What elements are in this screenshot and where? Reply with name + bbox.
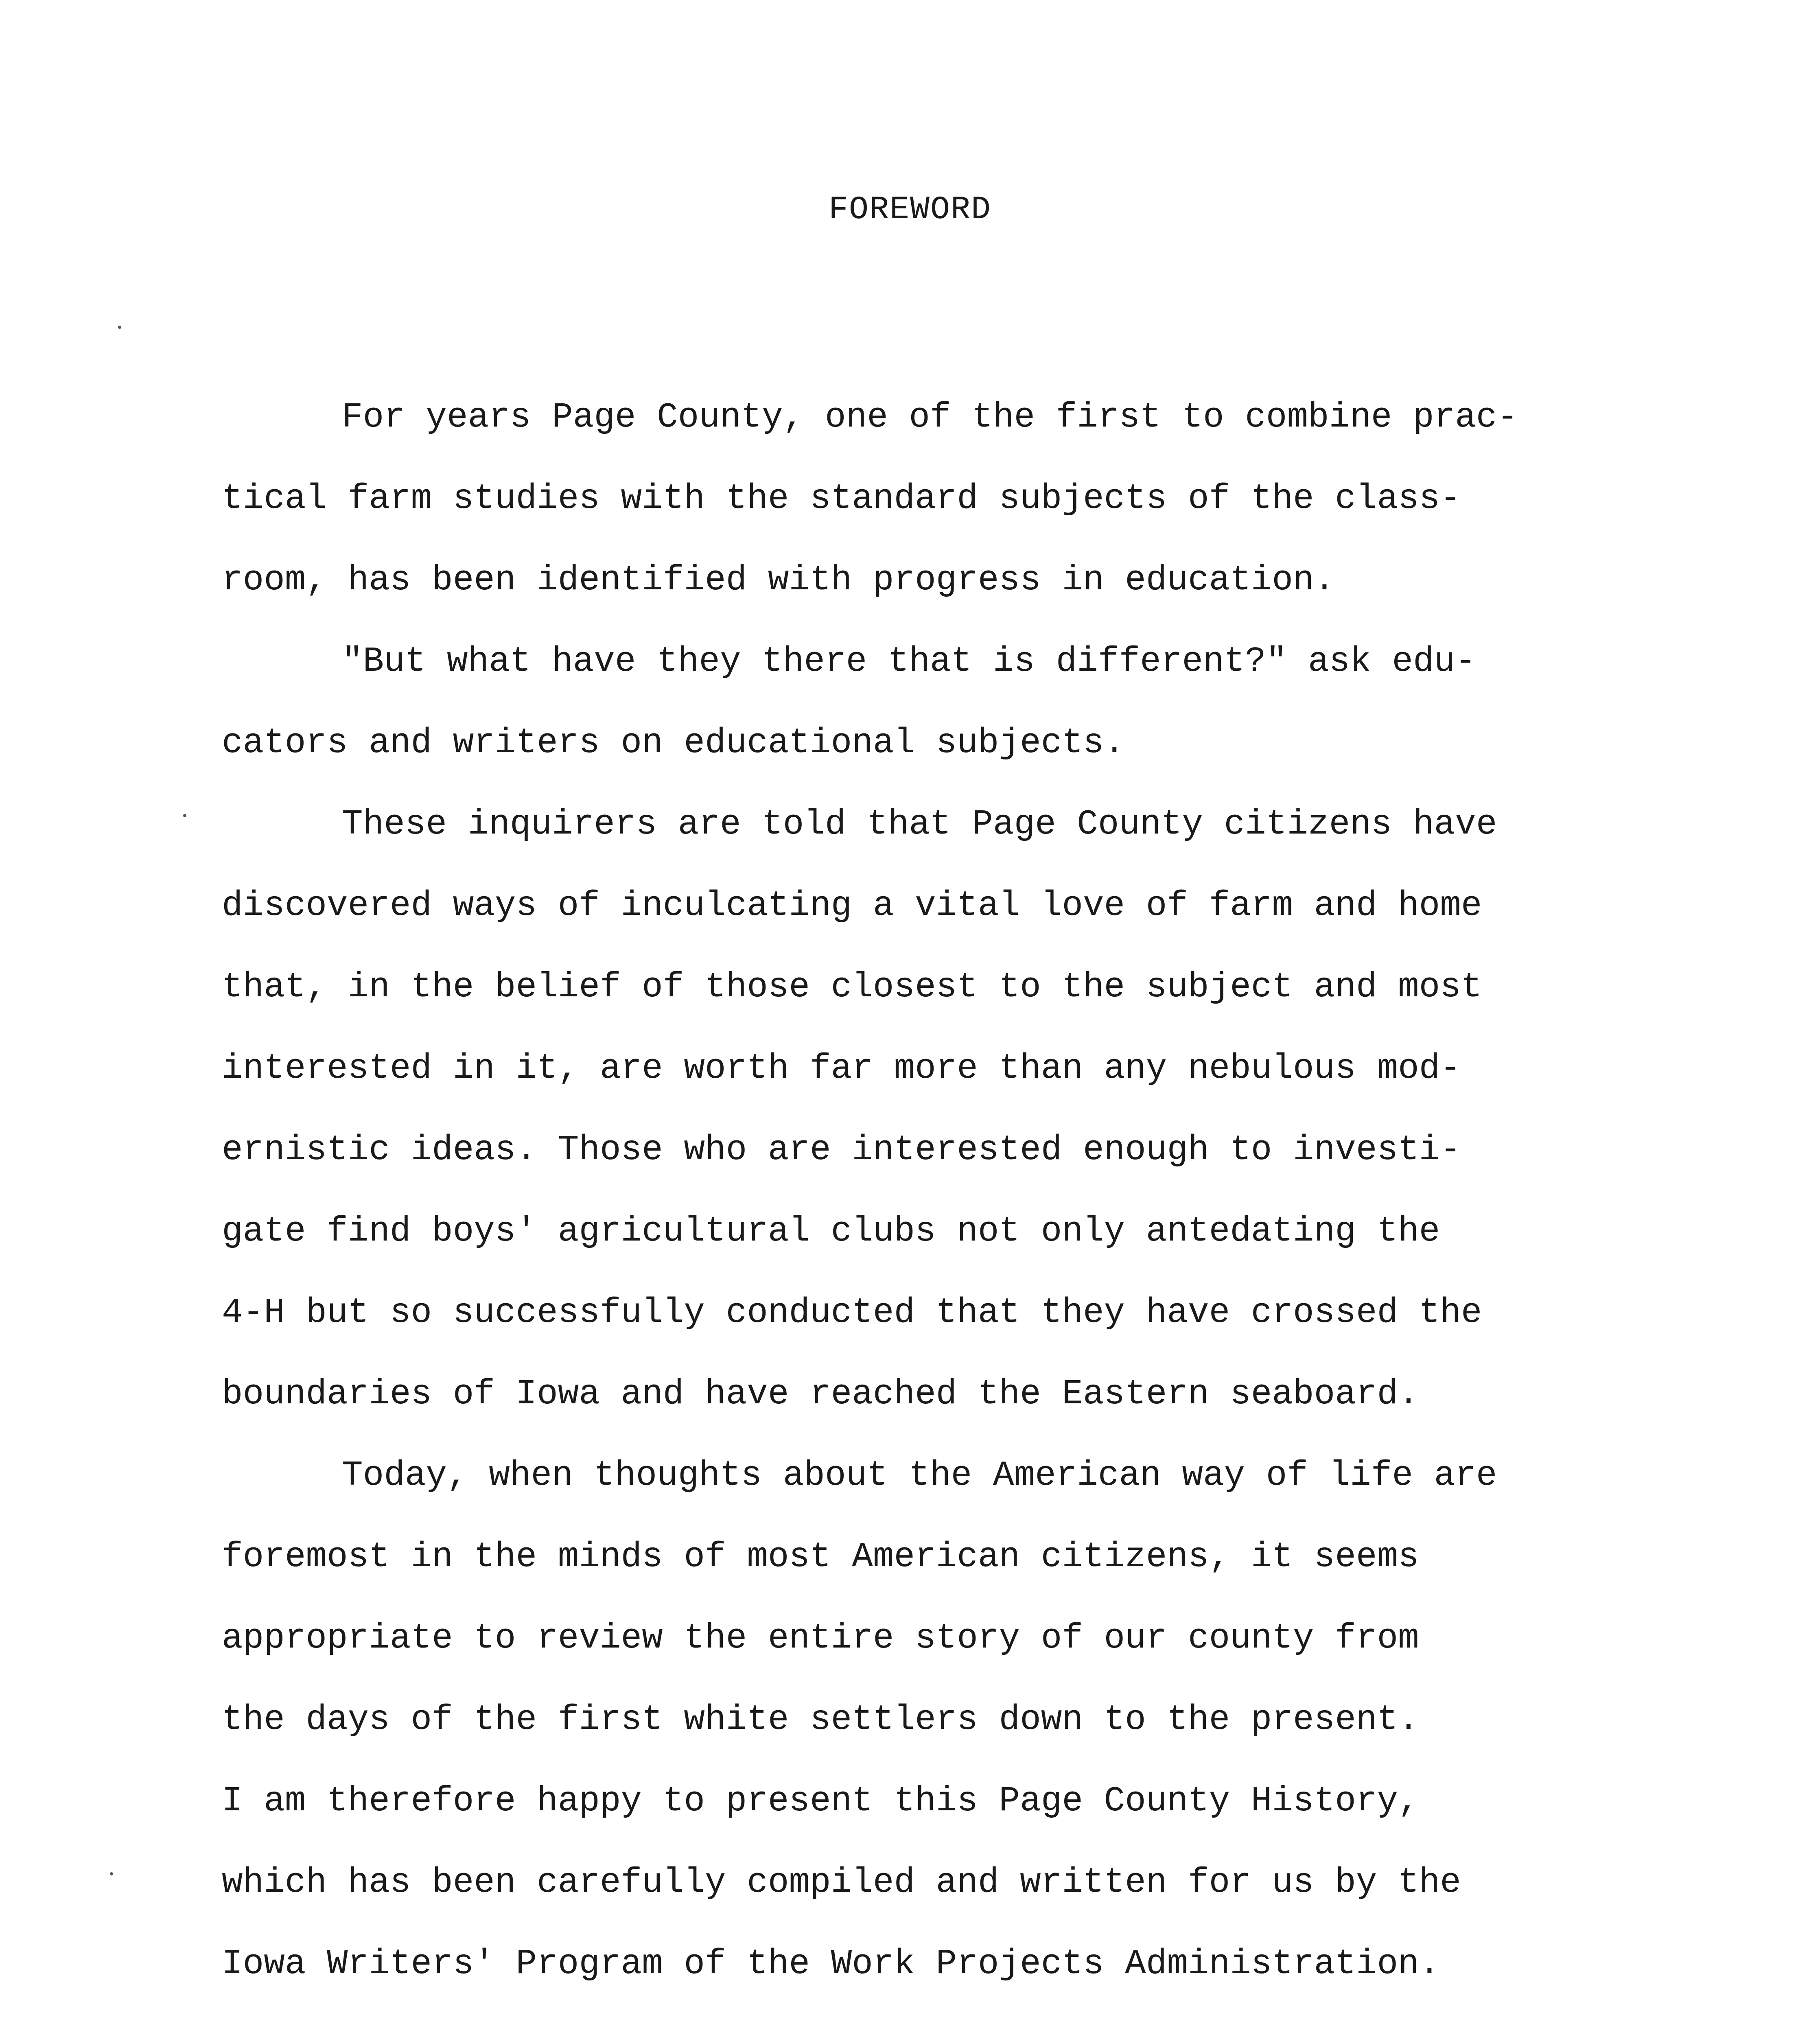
text-line: discovered ways of inculcating a vital love of farm and home bbox=[222, 886, 1482, 926]
text-line: "But what have they there that is different?" ask edu- bbox=[342, 641, 1476, 681]
text-line: foremost in the minds of most American citizens, it seems bbox=[222, 1537, 1419, 1577]
text-line: Today, when thoughts about the American way of life are bbox=[342, 1455, 1497, 1495]
text-line: Iowa Writers' Program of the Work Projects Administration. bbox=[222, 1944, 1440, 1984]
text-line: 4-H but so successfully conducted that they have crossed the bbox=[222, 1293, 1482, 1333]
text-line: For years Page County, one of the first to combine prac- bbox=[342, 397, 1518, 437]
text-line: that, in the belief of those closest to the subject and most bbox=[222, 967, 1482, 1007]
text-line: interested in it, are worth far more than any nebulous mod- bbox=[222, 1048, 1461, 1088]
text-line: gate find boys' agricultural clubs not only antedating the bbox=[222, 1211, 1440, 1251]
text-line: boundaries of Iowa and have reached the Eastern seaboard. bbox=[222, 1374, 1419, 1414]
text-line: which has been carefully compiled and written for us by the bbox=[222, 1862, 1461, 1902]
text-line: appropriate to review the entire story of our county from bbox=[222, 1618, 1419, 1658]
text-line: room, has been identified with progress in education. bbox=[222, 560, 1335, 600]
paper-speck bbox=[118, 326, 121, 329]
paper-speck bbox=[110, 1872, 113, 1875]
text-line: These inquirers are told that Page County citizens have bbox=[342, 804, 1497, 844]
page-title: FOREWORD bbox=[828, 191, 992, 228]
paper-speck bbox=[183, 814, 186, 817]
text-line: I am therefore happy to present this Page County History, bbox=[222, 1781, 1419, 1821]
text-line: the days of the first white settlers down to the present. bbox=[222, 1700, 1419, 1740]
text-line: ernistic ideas. Those who are interested enough to investi- bbox=[222, 1130, 1461, 1170]
text-line: cators and writers on educational subjects. bbox=[222, 723, 1125, 763]
text-line: tical farm studies with the standard subjects of the class- bbox=[222, 479, 1461, 519]
